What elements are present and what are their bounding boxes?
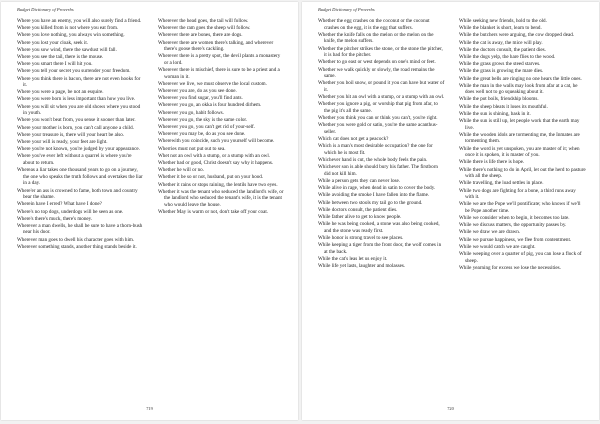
- proverb-entry: Where you killed from is not where you eat from.: [17, 25, 119, 32]
- proverb-entry: While the dogs yelp, the hare flies to the wood.: [459, 53, 556, 60]
- column: [459, 18, 586, 402]
- proverb-entry: While keeping a tiger from the front door, the wolf comes in at the back.: [318, 242, 442, 255]
- proverb-entry: Whether you think you can or think you can't, you're right.: [318, 115, 438, 122]
- proverb-entry: While weeping over a quarter of pig, you can lose a flock of sheep.: [459, 251, 582, 264]
- proverb-entry: While yearning for excess we lose the necessities.: [459, 264, 561, 271]
- running-head: Budget Dictionary of Proverbs: [17, 7, 74, 12]
- proverb-entry: While we discuss matters, the opportunity passes by.: [459, 222, 567, 229]
- proverb-entry: While the sun is still up, let people work that the earth may live.: [459, 118, 580, 131]
- proverb-entry: Whether he will or no.: [158, 167, 204, 174]
- proverb-entry: Wherever you go, habit follows.: [158, 109, 224, 116]
- proverb-entry: While the cat's leas let us enjoy it.: [318, 255, 388, 262]
- proverb-entry: Wherever there are women there's talking, and wherever there's goose there's cackling.: [158, 39, 274, 53]
- proverb-entry: While doctors consult, the patient dies.: [318, 206, 398, 213]
- proverb-entry: Wherever you go, you can't get rid of your-self.: [158, 124, 255, 131]
- proverb-entry: Where's no top dogs, underdogs will be seen as one.: [17, 208, 124, 215]
- proverb-entry: While we are the Pope we'll pontificate; who knows if we'll be Pope another time.: [459, 201, 581, 214]
- proverb-entry: Wherever you find sugar, you'll find ants.: [158, 95, 243, 102]
- proverb-entry: Wherever you go, an okka is four hundred dirhem.: [158, 102, 262, 109]
- proverb-entry: Where your mother is born, you can't call anyone a child.: [17, 124, 134, 131]
- proverb-entry: Whether the pitcher strikes the stone, or the stone the pitcher, it is bad for the pitcher.: [318, 45, 443, 59]
- proverb-entry: While we consider when to begin, it becomes too late.: [459, 215, 570, 222]
- proverb-entry: While the pot boils, friendship blooms.: [459, 96, 539, 103]
- proverb-entry: Where you smart there I will hit you.: [17, 61, 93, 68]
- column: [17, 18, 144, 402]
- proverb-entry: Which is a man's most desirable occupation? the one for which he is most fit.: [318, 143, 433, 156]
- proverb-entry: Wherever you go, the sky is the same color.: [158, 116, 248, 123]
- text-columns: [318, 18, 586, 402]
- running-head: Budget Dictionary of Proverbs: [318, 7, 375, 12]
- proverb-entry: Where you see the tail, there is the mouse.: [17, 53, 104, 60]
- proverb-entry: Where you tell your secret you surrender your freedom.: [17, 68, 131, 75]
- proverb-entry: Where you will sit when you are old shows where you stood in youth.: [17, 103, 141, 117]
- proverb-entry: Wherever the head goes, the tail will follow.: [158, 18, 249, 24]
- proverb-entry: Where you're not known, you're judged by your appearance.: [17, 146, 140, 153]
- left-page: [1, 2, 298, 420]
- proverb-entry: Wherries must not put out to sea.: [158, 145, 226, 152]
- proverb-entry: Whether you boil snow, or pound it you can have but water of it.: [318, 80, 445, 93]
- proverb-entry: While life yet lasts, laughter and molasses.: [318, 263, 406, 270]
- proverb-entry: While the grass is growing the mare dies.: [459, 68, 544, 75]
- proverb-entry: While travelling, the load settles in place.: [459, 180, 544, 187]
- proverb-entry: Wherever the ram goes the sheep will follow.: [158, 25, 251, 32]
- proverb-entry: While the cat is away, the mice will play.: [459, 39, 543, 46]
- proverb-entry: Whether May is warm or not, don't take off your coat.: [158, 209, 269, 216]
- proverb-entry: Where you lost your cloak, seek it.: [17, 39, 89, 46]
- proverb-entry: While a person gets they can never lose.: [318, 177, 401, 184]
- proverb-entry: Whet not an owl with a stump, or a stump with an owl.: [158, 152, 271, 159]
- proverb-entry: Whether you hit an owl with a stump, or a stump with an owl.: [318, 94, 445, 101]
- proverb-entry: Whichever hand is cut, the whole body feels the pain.: [318, 157, 428, 163]
- proverb-entry: Wherever we live, we must observe the local custom.: [158, 80, 267, 87]
- proverb-entry: Whether to go east or west depends on one's mind or feet.: [318, 59, 436, 66]
- proverb-entry: While he was being cooked, a stone was also being cooked, and the stone was ready first.: [318, 221, 440, 234]
- proverb-entry: Where you won't beat from, you sense it sooner than later.: [17, 117, 136, 124]
- proverb-entry: Whether you ignore a pig, or worship that pig from afar, to the pig it's all the same.: [318, 101, 438, 114]
- proverb-entry: Whether it rains or stops raining, the lentils have two eyes.: [158, 181, 278, 188]
- page-number: 719: [146, 406, 153, 411]
- proverb-entry: While the doctors consult, the patient dies.: [459, 46, 546, 53]
- page-number: 720: [447, 406, 454, 411]
- proverb-entry: Where you love nothing, you always win something.: [17, 32, 125, 39]
- proverb-entry: While two dogs are fighting for a bone, a third runs away with it.: [459, 187, 576, 201]
- proverb-entry: While we draw we are drawn.: [459, 229, 521, 236]
- text-columns: [17, 18, 285, 402]
- proverb-entry: While the sun is shining, bask in it.: [459, 110, 531, 117]
- proverb-entry: While we would catch we are caught.: [459, 243, 536, 250]
- proverb-entry: Where you were a page, be not an esquire.: [17, 89, 104, 96]
- proverb-entry: While the word is yet unspoken, you are master of it; when once it is spoken, it is master of you.: [459, 145, 580, 159]
- proverb-entry: Wherewith you coincide, such you yourself will become.: [158, 138, 275, 145]
- proverb-entry: Where you sow wind, there the sawdust will fall.: [17, 46, 117, 53]
- proverb-entry: While between two stools my tail go to the ground.: [318, 199, 423, 206]
- proverb-entry: Whereas a liar takes one thousand years to go on a journey, the one who speaks the truth follows and overtakes the liar in a day.: [17, 167, 143, 187]
- proverb-entry: While the great bells are ringing no one hears the little ones.: [459, 75, 582, 82]
- proverb-entry: Whether the knife falls on the melon or the melon on the knife, the melon suffers.: [318, 31, 434, 45]
- column: [158, 18, 285, 402]
- proverb-entry: While there is life there is hope.: [459, 159, 525, 166]
- proverb-entry: While the man in the walls may look from afar at a cat, he does well not to go squeaking about it.: [459, 82, 578, 96]
- proverb-entry: Wherever there is a pretty spot, the devil plants a monastery or a lord.: [158, 53, 281, 66]
- proverb-entry: While we pursue happiness, we flee from contentment.: [459, 236, 572, 243]
- proverb-entry: Where's there's muck, there's money.: [17, 215, 93, 222]
- proverb-entry: While there's nothing to do in April, let out the herd to pasture with all the sheep.: [459, 166, 586, 180]
- proverb-entry: While the sheep bleats it loses its mouthful.: [459, 103, 548, 110]
- proverb-entry: While the blanket is short, learn to bend.: [459, 25, 542, 32]
- proverb-entry: Which cat does not get a peacock?: [318, 136, 389, 143]
- proverb-entry: Where you have an enemy, you will also surely find a friend.: [17, 18, 142, 24]
- proverb-entry: Whether we walk quickly or slowly, the road remains the same.: [318, 66, 435, 80]
- proverb-entry: Where you think there is bacon, there are not even hooks for it.: [17, 75, 141, 89]
- proverb-entry: Wherever there is mischief, there is sure to be a priest and a woman in it.: [158, 67, 280, 80]
- proverb-entry: Whether it was the tenant who seduced the landlord's wife, or the landlord who seduced the tenant's wife, it is the tenant who would leave the house.: [158, 188, 284, 208]
- proverb-entry: While alive in rage, when dead in satin to cover the body.: [318, 185, 436, 192]
- proverb-entry: Where'er an ass is crowned to fame, both town and country bear the shame.: [17, 187, 138, 201]
- proverb-entry: While the grass grows the steed starves.: [459, 61, 541, 68]
- proverb-entry: Wherever you may be, do as you see done.: [158, 131, 246, 138]
- proverb-entry: While father alive to get to know people.: [318, 213, 402, 220]
- proverb-entry: Wherein have I erred? What have I done?: [17, 201, 102, 208]
- proverb-entry: Whether you were gold or satin, you're the same acanthus-seller.: [318, 122, 438, 135]
- proverb-entry: While seeking new friends, hold to the old.: [459, 18, 547, 24]
- proverb-entry: Where your will is ready, your feet are light.: [17, 139, 108, 145]
- proverb-entry: Wherever there are bones, there are dogs.: [158, 32, 243, 39]
- right-page: [302, 2, 599, 420]
- proverb-entry: Where you've ever left without a quarrel is where you're about to return.: [17, 153, 132, 166]
- proverb-entry: While avoiding the smoke I have fallen into the flame.: [318, 192, 430, 199]
- proverb-entry: While honor is strong travel to see places.: [318, 234, 404, 241]
- column: [318, 18, 445, 402]
- proverb-entry: Where you were born is less important than how you live.: [17, 96, 136, 103]
- proverb-entry: Wherever man goes to dwell his character goes with him.: [17, 236, 135, 243]
- proverb-entry: Wherever a man dwells, he shall be sure to have a thorn-bush near his door.: [17, 222, 143, 236]
- proverb-entry: Whether the egg crashes on the coconut or the coconut crashes on the egg, it is the egg that suffers.: [318, 18, 430, 31]
- proverb-entry: Wherever something stands, another thing stands beside it.: [17, 243, 137, 250]
- proverb-entry: Where your treasure is, there will your heart be also.: [17, 131, 125, 138]
- proverb-entry: Wherever you are, do as you see done.: [158, 88, 237, 95]
- proverb-entry: Whether it be so or not, husband, put on your hood.: [158, 174, 264, 181]
- proverb-entry: While the butchers were arguing, the cow dropped dead.: [459, 32, 575, 39]
- proverb-entry: Whether bad or good, Christ doesn't say why it happens.: [158, 159, 274, 166]
- proverb-entry: Whichever son is able should bury his father. The firstborn did not kill him.: [318, 164, 438, 177]
- proverb-entry: While the wooden idols are tormenting me, the Inmates are tormenting them.: [459, 131, 580, 145]
